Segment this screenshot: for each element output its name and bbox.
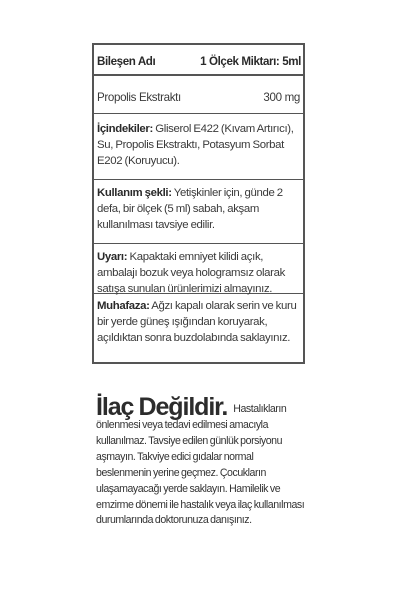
usage-label: Kullanım şekli: xyxy=(97,187,172,199)
table-border-left xyxy=(92,43,94,364)
ingredient-name: Propolis Ekstraktı xyxy=(97,91,181,104)
warning-text: Kapaktaki emniyet kilidi açık, ambalajı bozuk veya hologramsız olarak satışa sunulan ürünlerimizi almayınız. xyxy=(97,251,285,295)
notice-text: Hastalıkların önlenmesi veya tedavi edilmesi amacıyla kullanılmaz. Tavsiye edilen günlük porsiyonu aşmayın. Takviye edici gıdalar normal beslenmenin yerine geçmez. Çocukların ulaşamayacağı yerde saklayın. Hamilelik ve emzirme dönemi ile hastalık veya ilaç kullanılması durumlarında doktorunuza danışınız. xyxy=(96,403,305,527)
header-divider xyxy=(92,74,305,76)
ingredient-amount: 300 mg xyxy=(263,91,300,104)
storage-text: Ağzı kapalı olarak serin ve kuru bir yerde güneş ışığından koruyarak, açıldıktan sonra buzdolabında saklayınız. xyxy=(97,300,297,344)
section-divider xyxy=(92,243,305,244)
header-ingredient-name: Bileşen Adı xyxy=(97,55,156,68)
table-border-right xyxy=(303,43,305,364)
contents-label: İçindekiler: xyxy=(97,123,153,135)
not-a-medicine-notice xyxy=(96,393,306,529)
section-divider xyxy=(92,179,305,180)
usage-section xyxy=(97,186,301,233)
header-serving-size: 1 Ölçek Miktarı: 5ml xyxy=(200,55,301,68)
warning-label: Uyarı: xyxy=(97,251,128,263)
warning-section xyxy=(97,250,301,297)
table-border-bottom xyxy=(92,362,305,364)
storage-section xyxy=(97,299,301,346)
row-divider xyxy=(92,113,305,114)
storage-label: Muhafaza: xyxy=(97,300,150,312)
usage-text: Yetişkinler için, günde 2 defa, bir ölçek (5 ml) sabah, akşam kullanılması tavsiye edilir. xyxy=(97,187,283,231)
contents-text: Gliserol E422 (Kıvam Artırıcı), Su, Propolis Ekstraktı, Potasyum Sorbat E202 (Koruyucu). xyxy=(97,123,294,167)
notice-title: İlaç Değildir. xyxy=(96,393,228,421)
contents-section xyxy=(97,122,301,169)
table-border-top xyxy=(92,43,305,45)
